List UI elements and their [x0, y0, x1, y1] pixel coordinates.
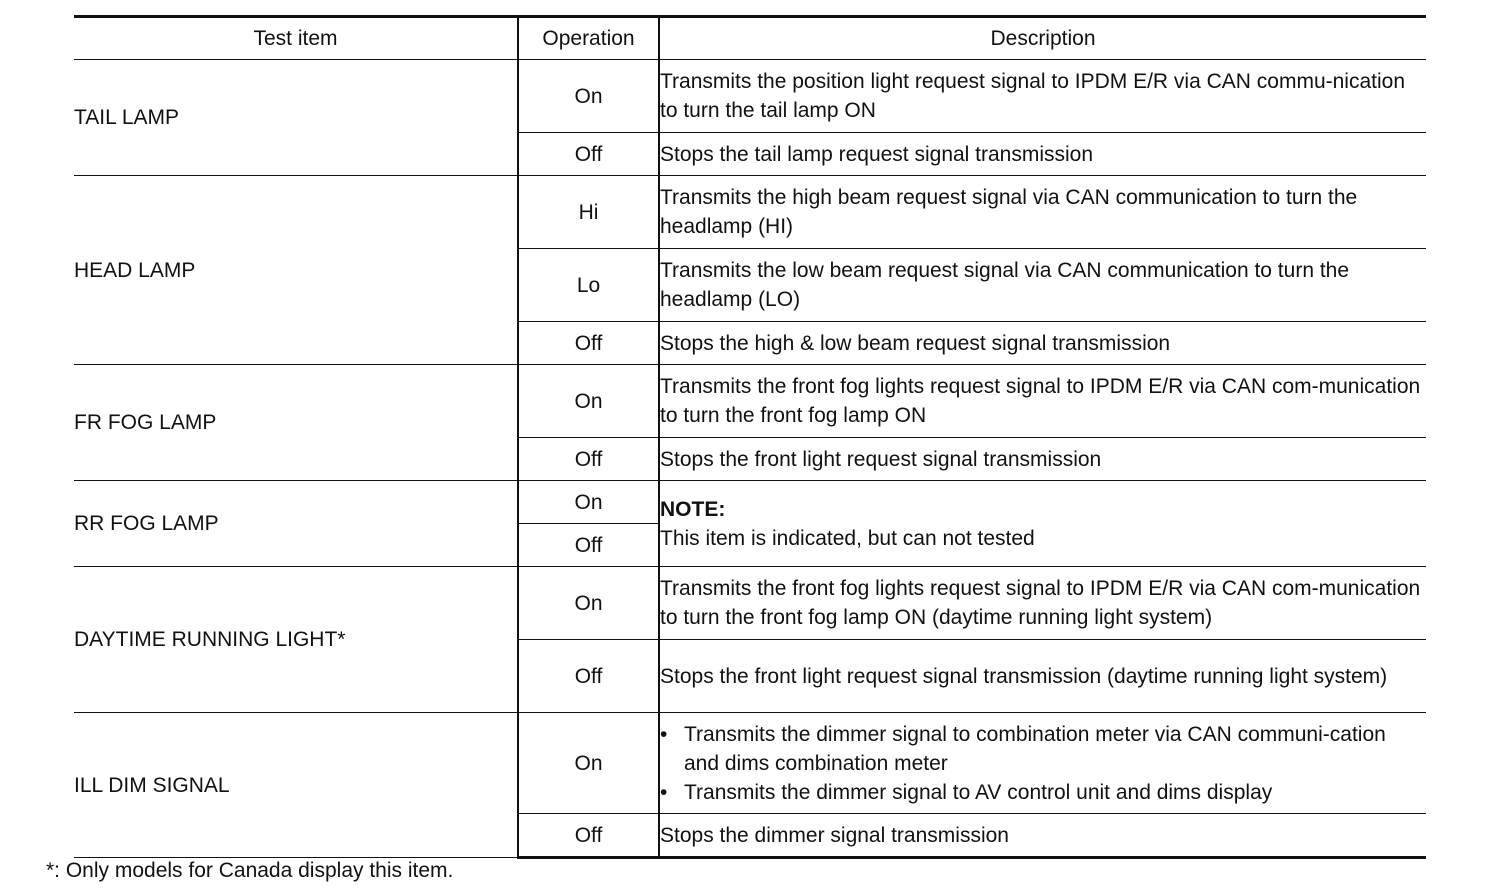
operation-cell: Hi [518, 176, 659, 249]
description-cell: Transmits the front fog lights request signal to IPDM E/R via CAN com-munication to turn the front fog lamp ON [659, 365, 1426, 438]
description-cell: Transmits the position light request signal to IPDM E/R via CAN commu-nication to turn the tail lamp ON [659, 60, 1426, 133]
description-cell: Stops the tail lamp request signal transmission [659, 133, 1426, 176]
bullet-text: Transmits the dimmer signal to AV control unit and dims display [684, 780, 1273, 804]
description-cell: Transmits the front fog lights request signal to IPDM E/R via CAN com-munication to turn the front fog lamp ON (daytime running light system) [659, 567, 1426, 640]
bullet-icon: • [660, 780, 668, 804]
note-text: This item is indicated, but can not tested [660, 526, 1035, 550]
footnote: *: Only models for Canada display this item. [46, 859, 454, 882]
table-row [74, 567, 1426, 640]
description-cell: Transmits the high beam request signal via CAN communication to turn the headlamp (HI) [659, 176, 1426, 249]
test-item-rr-fog-lamp: RR FOG LAMP [74, 481, 518, 567]
test-item-ill-dim-signal: ILL DIM SIGNAL [74, 713, 518, 858]
operation-cell: On [518, 567, 659, 640]
operation-cell: Off [518, 438, 659, 481]
operation-cell: Off [518, 322, 659, 365]
description-cell [659, 713, 1426, 814]
test-item-fr-fog-lamp: FR FOG LAMP [74, 365, 518, 481]
test-item-daytime-running-light: DAYTIME RUNNING LIGHT* [74, 567, 518, 713]
test-item-tail-lamp: TAIL LAMP [74, 60, 518, 176]
operation-cell: On [518, 713, 659, 814]
header-test-item: Test item [74, 17, 518, 60]
test-item-head-lamp: HEAD LAMP [74, 176, 518, 365]
description-cell: Stops the dimmer signal transmission [659, 814, 1426, 858]
bullet-text: Transmits the dimmer signal to combination meter via CAN communi-cation and dims combination meter [684, 722, 1386, 775]
operation-cell: Off [518, 133, 659, 176]
operation-cell: On [518, 365, 659, 438]
table-row [74, 176, 1426, 249]
description-cell: Stops the front light request signal transmission [659, 438, 1426, 481]
table-header-row [74, 17, 1426, 60]
note-cell [659, 481, 1426, 567]
bullet-item [660, 720, 1426, 778]
operation-cell: Off [518, 524, 659, 567]
table-row [74, 481, 1426, 524]
bullet-item [660, 778, 1426, 807]
table-row [74, 365, 1426, 438]
description-cell: Stops the high & low beam request signal transmission [659, 322, 1426, 365]
bullet-list [660, 720, 1426, 807]
bullet-icon: • [660, 722, 668, 746]
header-operation: Operation [518, 17, 659, 60]
table-row [74, 713, 1426, 814]
operation-cell: Off [518, 814, 659, 858]
operation-cell: On [518, 60, 659, 133]
header-description: Description [659, 17, 1426, 60]
description-cell: Stops the front light request signal transmission (daytime running light system) [659, 640, 1426, 713]
note-label: NOTE: [660, 497, 726, 521]
operation-cell: Lo [518, 249, 659, 322]
operation-cell: Off [518, 640, 659, 713]
table-row [74, 60, 1426, 133]
test-item-table [74, 15, 1426, 859]
description-cell: Transmits the low beam request signal via CAN communication to turn the headlamp (LO) [659, 249, 1426, 322]
operation-cell: On [518, 481, 659, 524]
